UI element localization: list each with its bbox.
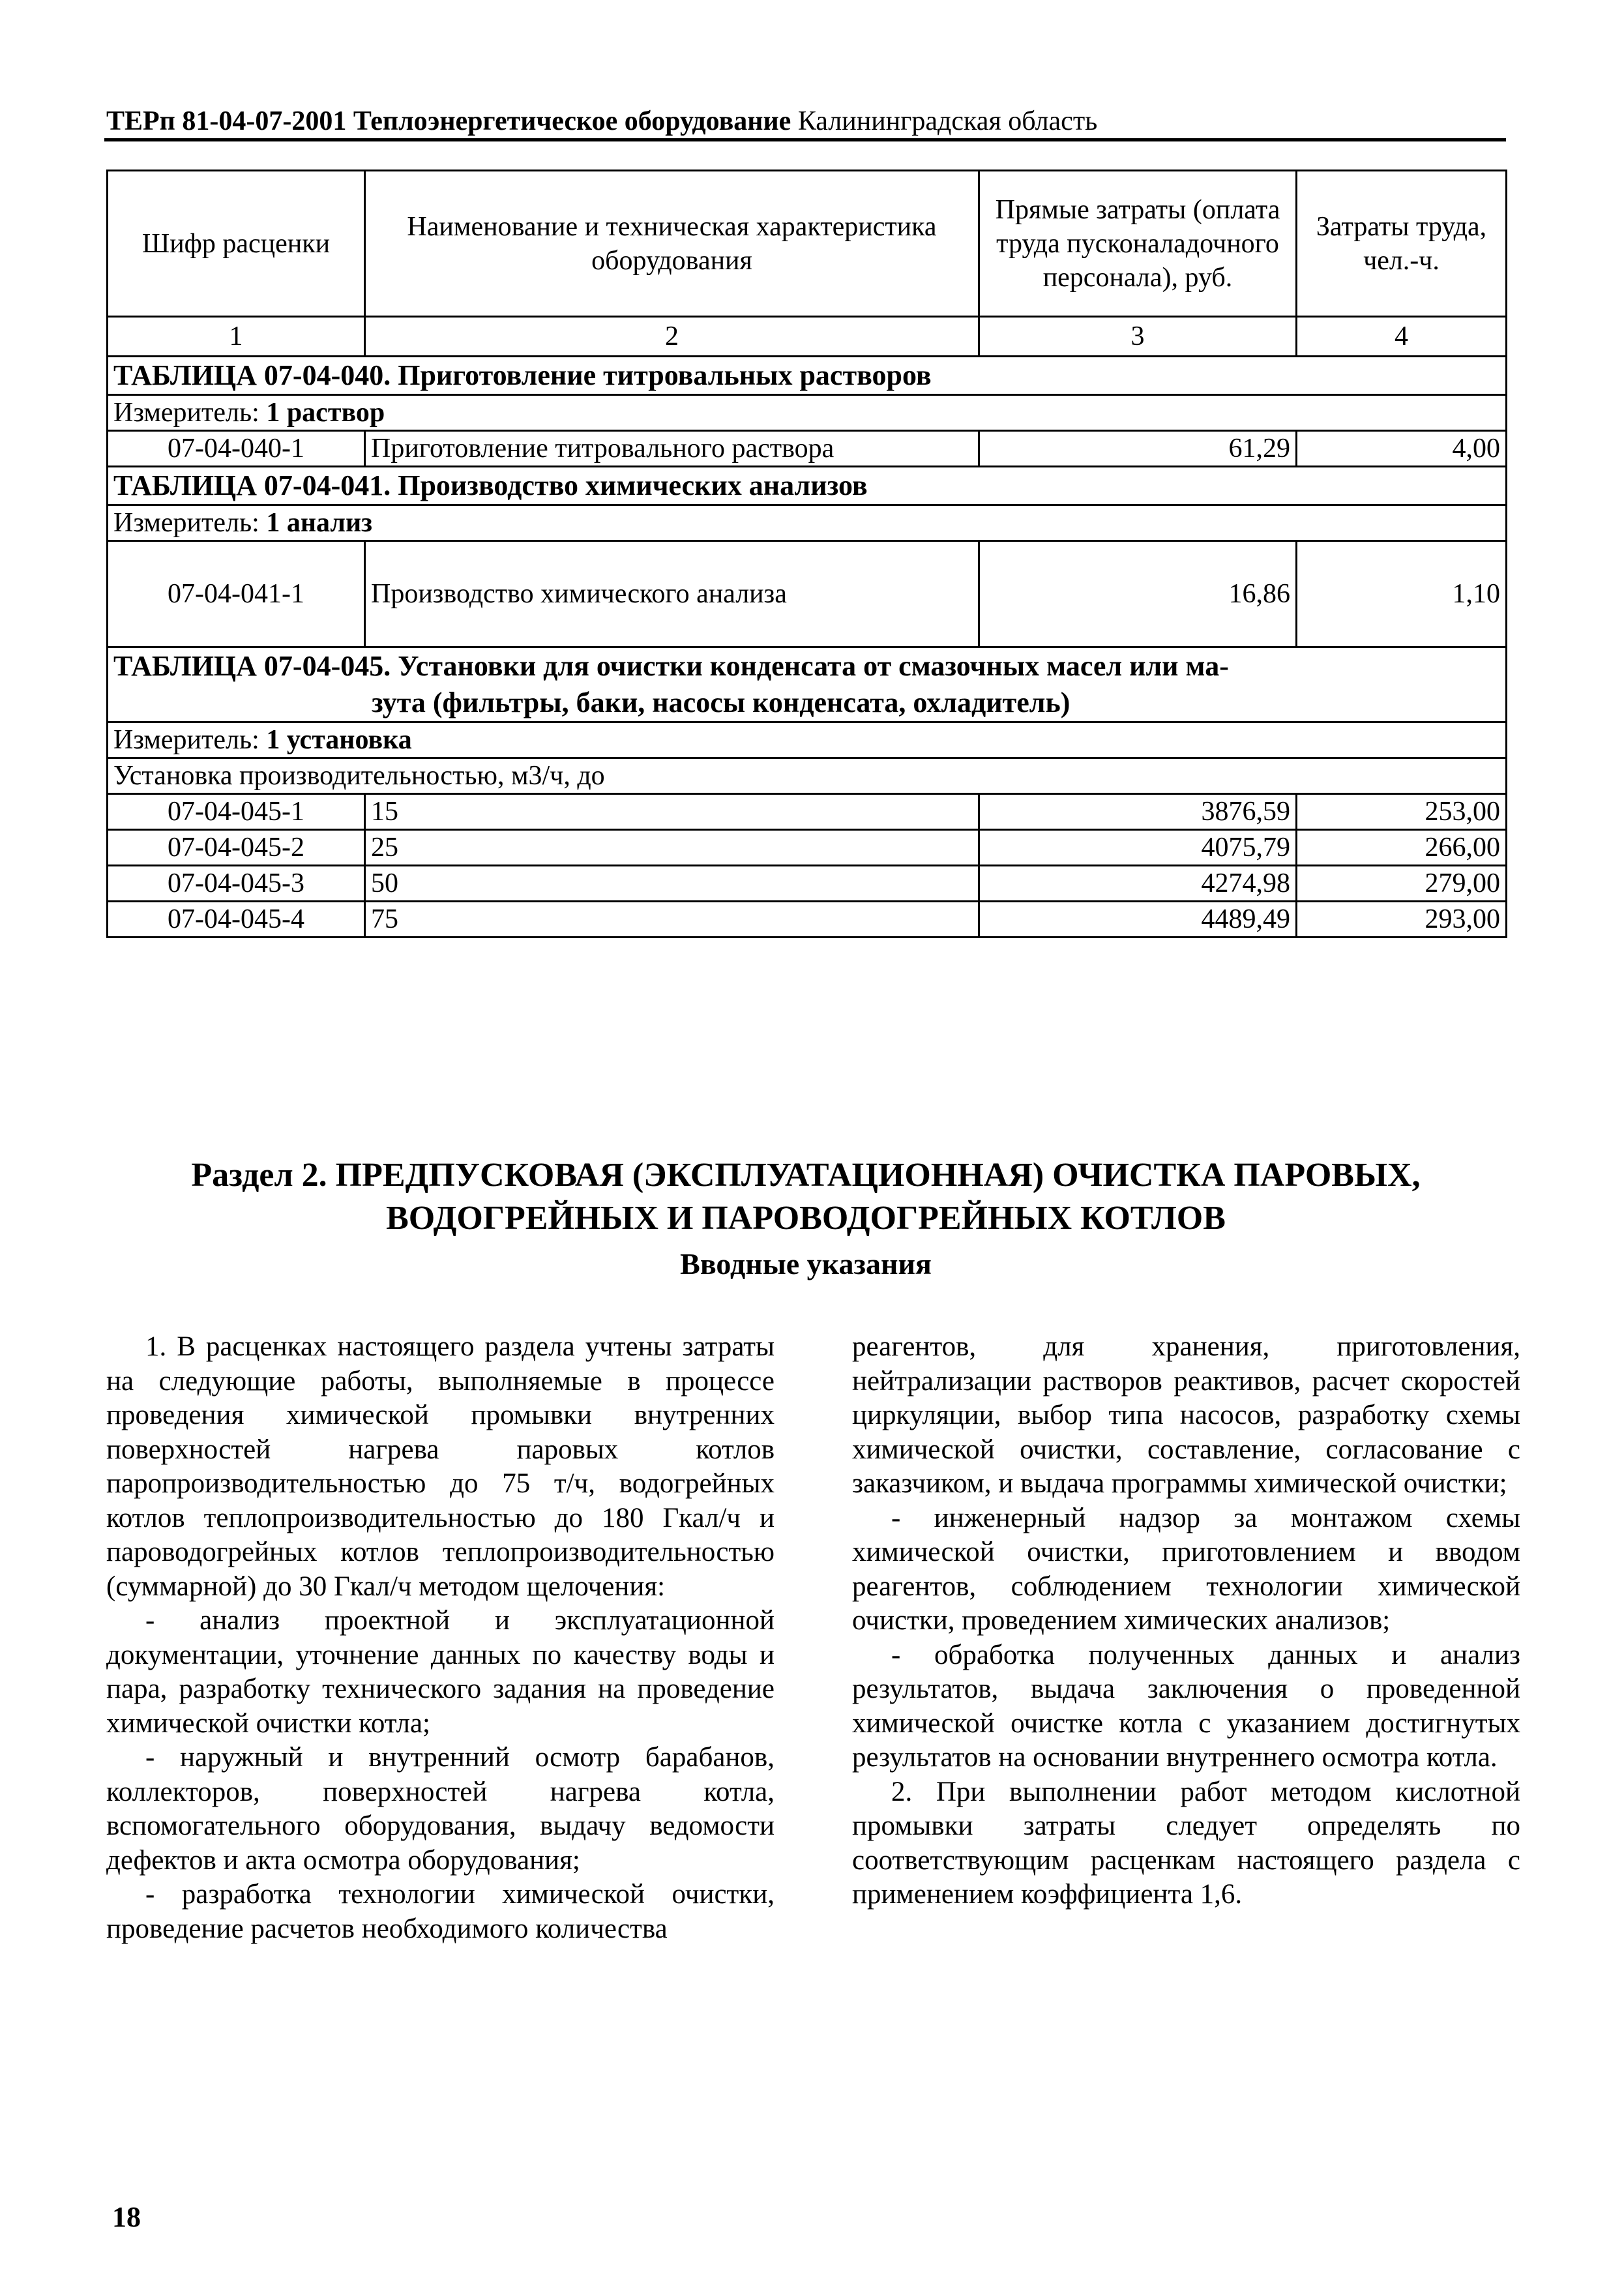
- table-header-row: [108, 171, 1507, 317]
- running-header: [106, 104, 1505, 138]
- subtable-title: ТАБЛИЦА 07-04-041. Производство химических анализов: [113, 469, 868, 501]
- table-row: [108, 830, 1507, 866]
- rate-labor: 279,00: [1297, 866, 1507, 902]
- section-title-line1: Раздел 2. ПРЕДПУСКОВАЯ (ЭКСПЛУАТАЦИОННАЯ) ОЧИСТКА ПАРОВЫХ,: [191, 1157, 1421, 1194]
- column-header-cost: Прямые затраты (оплата труда пусконаладочного персонала), руб.: [979, 171, 1297, 317]
- subtable-title-row: [108, 647, 1507, 722]
- measure-value: 1 раствор: [266, 398, 385, 428]
- rate-labor: 293,00: [1297, 902, 1507, 938]
- capacity-label: Установка производительностью, м3/ч, до: [108, 758, 1507, 794]
- rate-cost: 4075,79: [979, 830, 1297, 866]
- rate-code: 07-04-040-1: [108, 431, 365, 467]
- rate-cost: 4274,98: [979, 866, 1297, 902]
- section-heading: [106, 1154, 1505, 1286]
- measure-row: [108, 395, 1507, 431]
- body-column-right: [852, 1330, 1520, 1912]
- section-title-line2: ВОДОГРЕЙНЫХ И ПАРОВОДОГРЕЙНЫХ КОТЛОВ: [386, 1200, 1226, 1237]
- subtable-title-row: [108, 357, 1507, 395]
- column-number: 1: [108, 317, 365, 357]
- rate-labor: 266,00: [1297, 830, 1507, 866]
- paragraph: 1. В расценках настоящего раздела учтены затраты на следующие работы, выполняемые в процессе проведения химической промывки внутренних поверхностей нагрева паровых котлов паропроизводительностью до 75 т/ч, водогрейных котлов теплопроизводительностью до 180 Гкал/ч и пароводогрейных котлов теплопроизводительностью (суммарной) до 30 Гкал/ч методом щелочения:: [106, 1331, 775, 1602]
- paragraph: - анализ проектной и эксплуатационной документации, уточнение данных по качеству воды и пара, разработку технического задания на проведение химической очистки котла;: [106, 1605, 775, 1739]
- rate-labor: 1,10: [1297, 541, 1507, 647]
- rate-cost: 3876,59: [979, 794, 1297, 830]
- rate-labor: 4,00: [1297, 431, 1507, 467]
- paragraph-continuation: реагентов, для хранения, приготовления, нейтрализации растворов реактивов, расчет скоростей циркуляции, выбор типа насосов, разработку схемы химической очистки, составление, согласование с заказчиком, и выдача программы химической очистки;: [852, 1331, 1520, 1499]
- paragraph: - наружный и внутренний осмотр барабанов, коллекторов, поверхностей нагрева котла, вспомогательного оборудования, выдачу ведомости дефектов и акта осмотра оборудования;: [106, 1742, 775, 1876]
- rate-code: 07-04-041-1: [108, 541, 365, 647]
- rate-cost: 61,29: [979, 431, 1297, 467]
- column-header-labor: Затраты труда, чел.-ч.: [1297, 171, 1507, 317]
- table-row: [108, 866, 1507, 902]
- rate-name: 50: [365, 866, 979, 902]
- measure-row: [108, 505, 1507, 541]
- measure-value: 1 установка: [266, 725, 412, 755]
- subtable-title: [113, 648, 1500, 721]
- measure-value: 1 анализ: [266, 508, 373, 538]
- subtable-title-line1: ТАБЛИЦА 07-04-045. Установки для очистки конденсата от смазочных масел или ма-: [113, 650, 1229, 682]
- rates-table: [106, 170, 1507, 938]
- measure-label: Измеритель:: [113, 508, 259, 538]
- rate-code: 07-04-045-4: [108, 902, 365, 938]
- table-row: [108, 902, 1507, 938]
- paragraph: 2. При выполнении работ методом кислотной промывки затраты следует определять по соответствующим расценкам настоящего раздела с применением коэффициента 1,6.: [852, 1776, 1520, 1910]
- rate-labor: 253,00: [1297, 794, 1507, 830]
- rate-name: 15: [365, 794, 979, 830]
- table-row: [108, 541, 1507, 647]
- region-name: Калининградская область: [797, 106, 1098, 136]
- paragraph: - инженерный надзор за монтажом схемы химической очистки, приготовлением и вводом реагентов, соблюдением технологии химической очистки, проведением химических анализов;: [852, 1502, 1520, 1636]
- header-divider: [104, 138, 1506, 141]
- column-number-row: [108, 317, 1507, 357]
- page-number: 18: [112, 2201, 141, 2233]
- measure-row: [108, 722, 1507, 758]
- measure-label: Измеритель:: [113, 725, 259, 755]
- rate-name: Приготовление титровального раствора: [365, 431, 979, 467]
- rate-code: 07-04-045-1: [108, 794, 365, 830]
- column-number: 2: [365, 317, 979, 357]
- paragraph: - разработка технологии химической очистки, проведение расчетов необходимого количества: [106, 1879, 775, 1944]
- capacity-label-row: [108, 758, 1507, 794]
- column-number: 4: [1297, 317, 1507, 357]
- subtable-title-row: [108, 467, 1507, 505]
- body-column-left: [106, 1330, 775, 1946]
- table-row: [108, 431, 1507, 467]
- rate-name: 75: [365, 902, 979, 938]
- rate-cost: 16,86: [979, 541, 1297, 647]
- column-number: 3: [979, 317, 1297, 357]
- column-header-code: Шифр расценки: [108, 171, 365, 317]
- rate-code: 07-04-045-3: [108, 866, 365, 902]
- rate-name: Производство химического анализа: [365, 541, 979, 647]
- document-code: ТЕРп 81-04-07-2001 Теплоэнергетическое оборудование: [106, 106, 791, 136]
- rate-code: 07-04-045-2: [108, 830, 365, 866]
- paragraph: - обработка полученных данных и анализ результатов, выдача заключения о проведенной химической очистке котла с указанием достигнутых результатов на основании внутреннего осмотра котла.: [852, 1639, 1520, 1773]
- column-header-name: Наименование и техническая характеристика оборудования: [365, 171, 979, 317]
- rate-cost: 4489,49: [979, 902, 1297, 938]
- rate-name: 25: [365, 830, 979, 866]
- measure-label: Измеритель:: [113, 398, 259, 428]
- subtable-title-line2: зута (фильтры, баки, насосы конденсата, охладитель): [372, 687, 1070, 718]
- table-row: [108, 794, 1507, 830]
- subtable-title: ТАБЛИЦА 07-04-040. Приготовление титровальных растворов: [113, 359, 932, 391]
- section-subtitle: Вводные указания: [680, 1247, 932, 1280]
